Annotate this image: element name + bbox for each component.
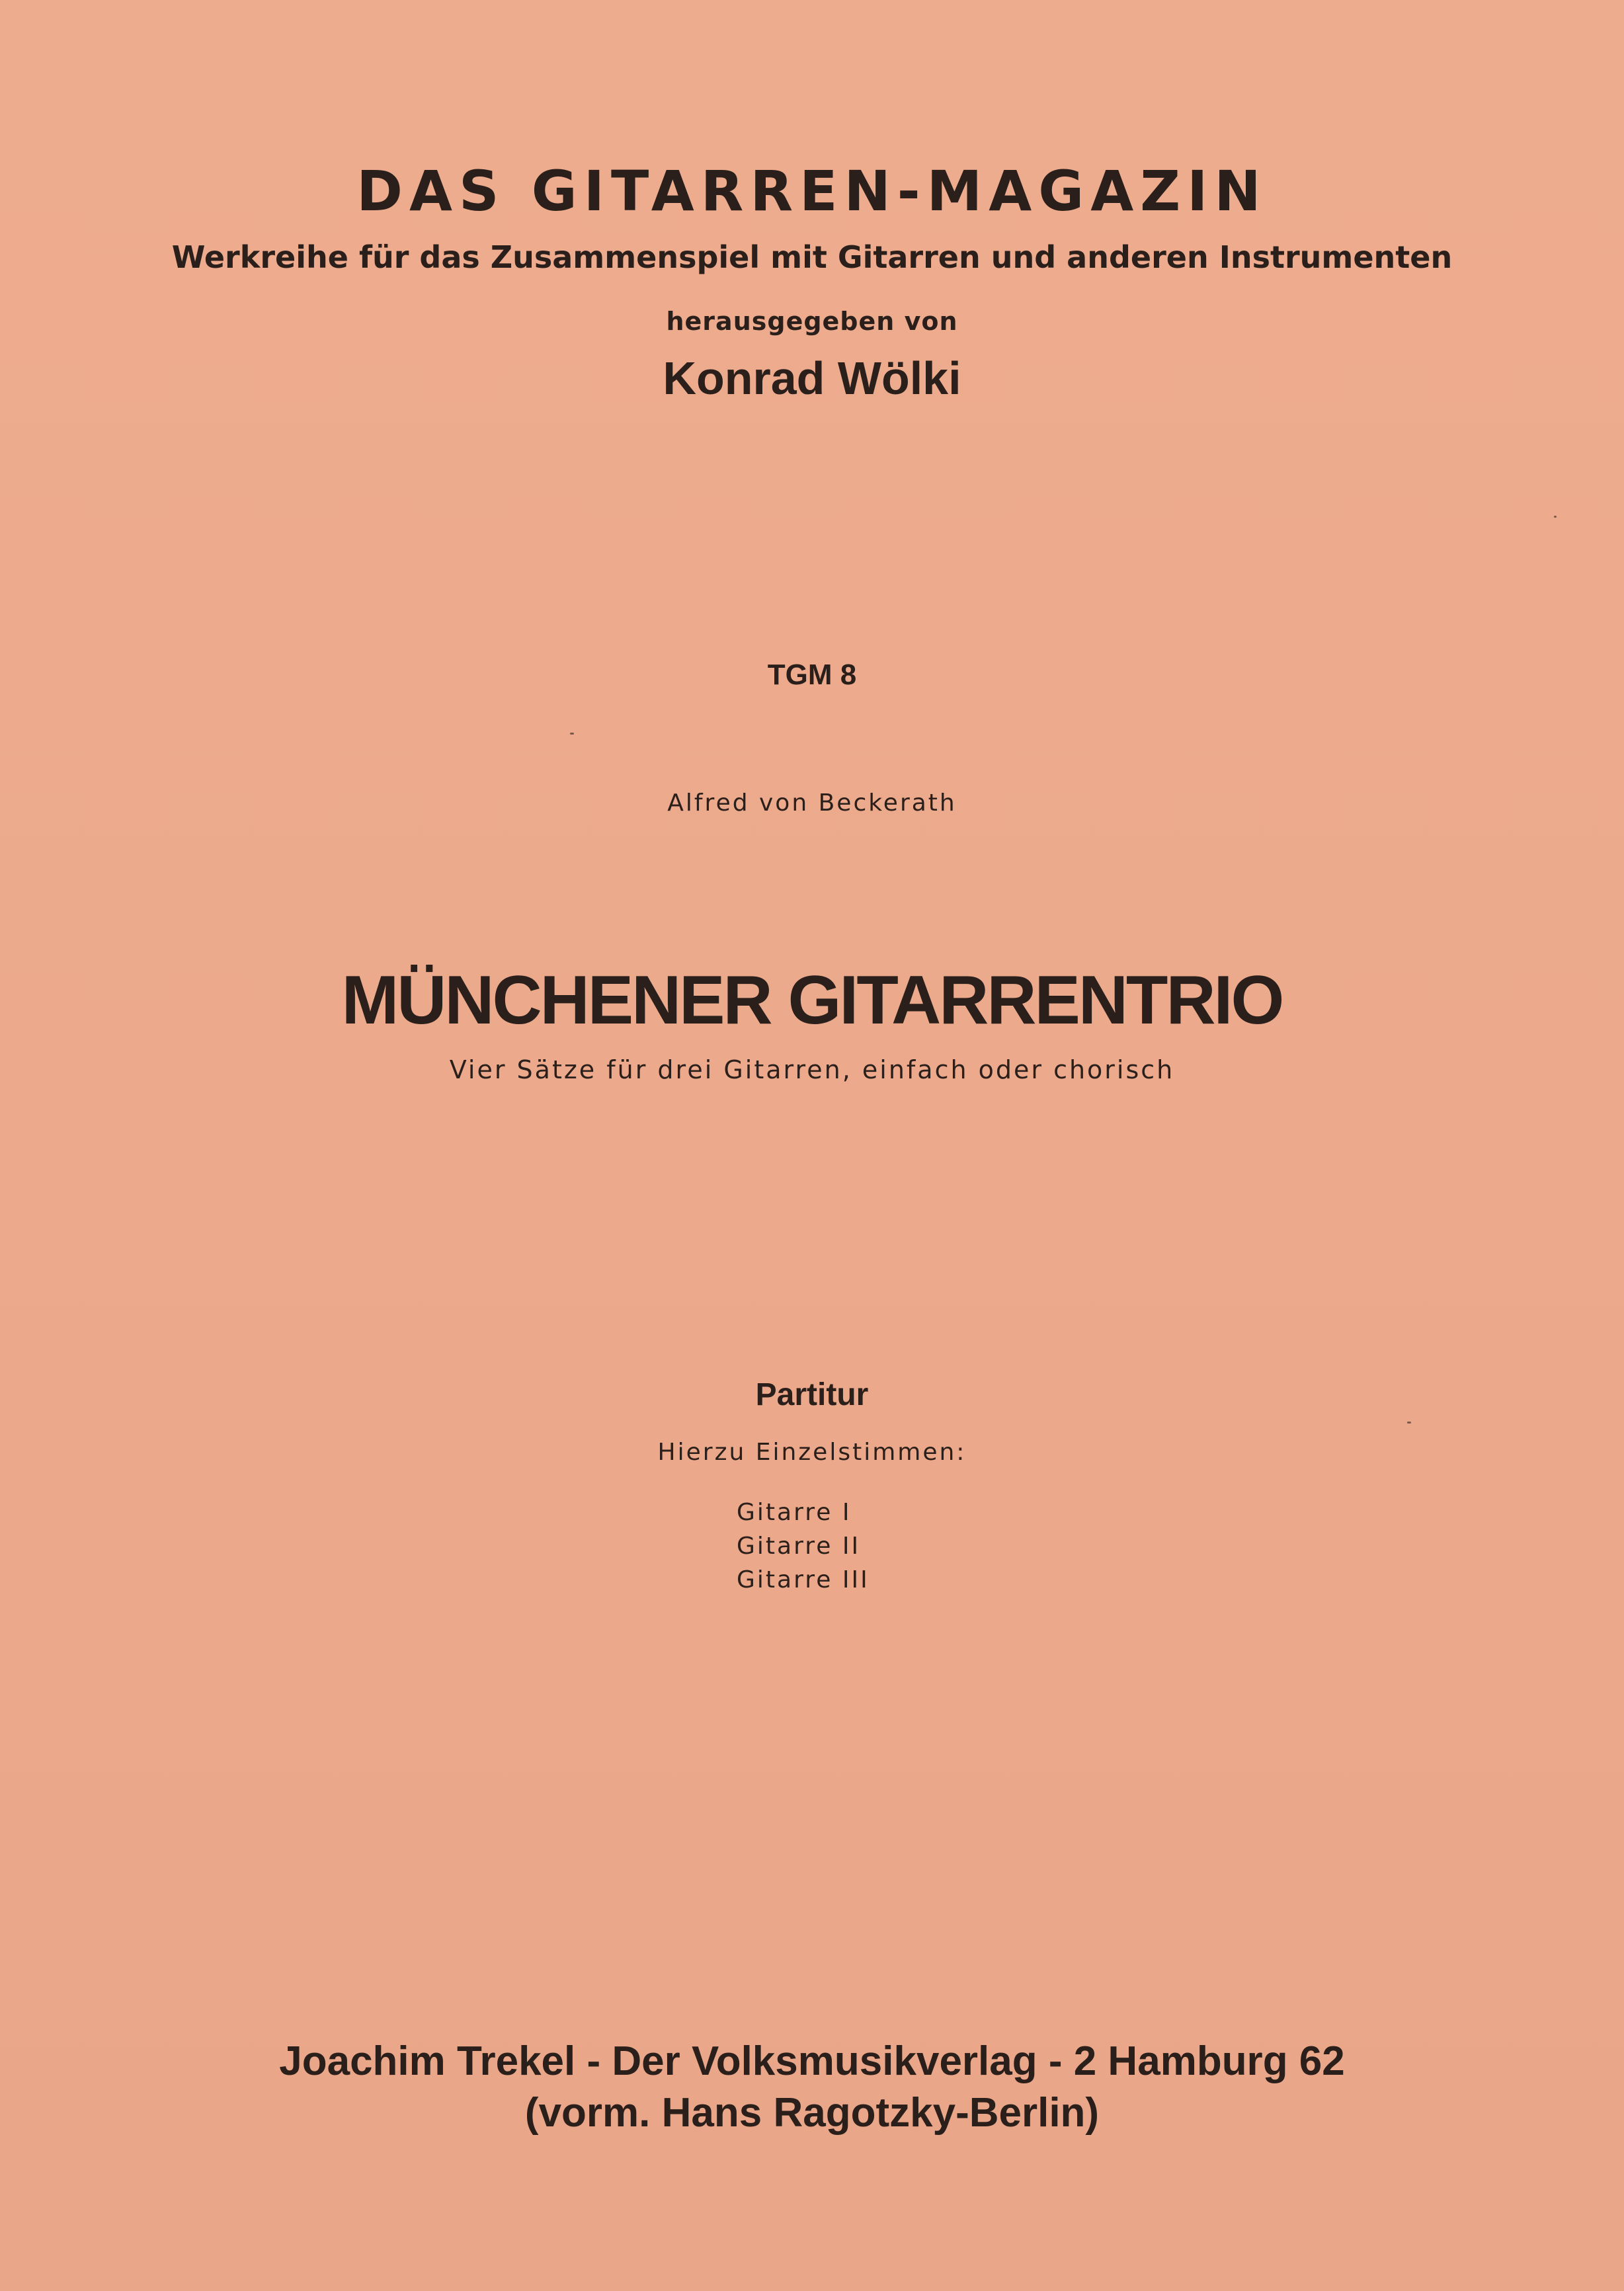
publisher-former-name: (vorm. Hans Ragotzky-Berlin) (524, 2090, 1100, 2136)
paper-speck (570, 733, 574, 735)
paper-speck (1407, 1422, 1411, 1424)
series-subtitle: Werkreihe für das Zusammenspiel mit Gitarren und anderen Instrumenten (171, 239, 1453, 275)
catalog-number: TGM 8 (767, 659, 857, 691)
part-item: Gitarre I (737, 1499, 852, 1526)
part-item: Gitarre II (737, 1533, 861, 1560)
editor-name: Konrad Wölki (663, 352, 961, 404)
series-title: DAS GITARREN-MAGAZIN (356, 159, 1268, 223)
work-subtitle: Vier Sätze für drei Gitarren, einfach oder chorisch (449, 1055, 1175, 1084)
editor-intro: herausgegeben von (666, 307, 958, 336)
score-label: Partitur (755, 1377, 869, 1412)
work-title: MÜNCHENER GITARRENTRIO (341, 962, 1283, 1039)
parts-list (737, 1496, 870, 1597)
parts-intro: Hierzu Einzelstimmen: (657, 1439, 967, 1466)
composer-name: Alfred von Beckerath (667, 789, 957, 817)
publisher-line: Joachim Trekel - Der Volksmusikverlag - 2 Hamburg 62 (279, 2038, 1345, 2084)
paper-speck (1554, 516, 1557, 518)
part-item: Gitarre III (737, 1566, 870, 1593)
